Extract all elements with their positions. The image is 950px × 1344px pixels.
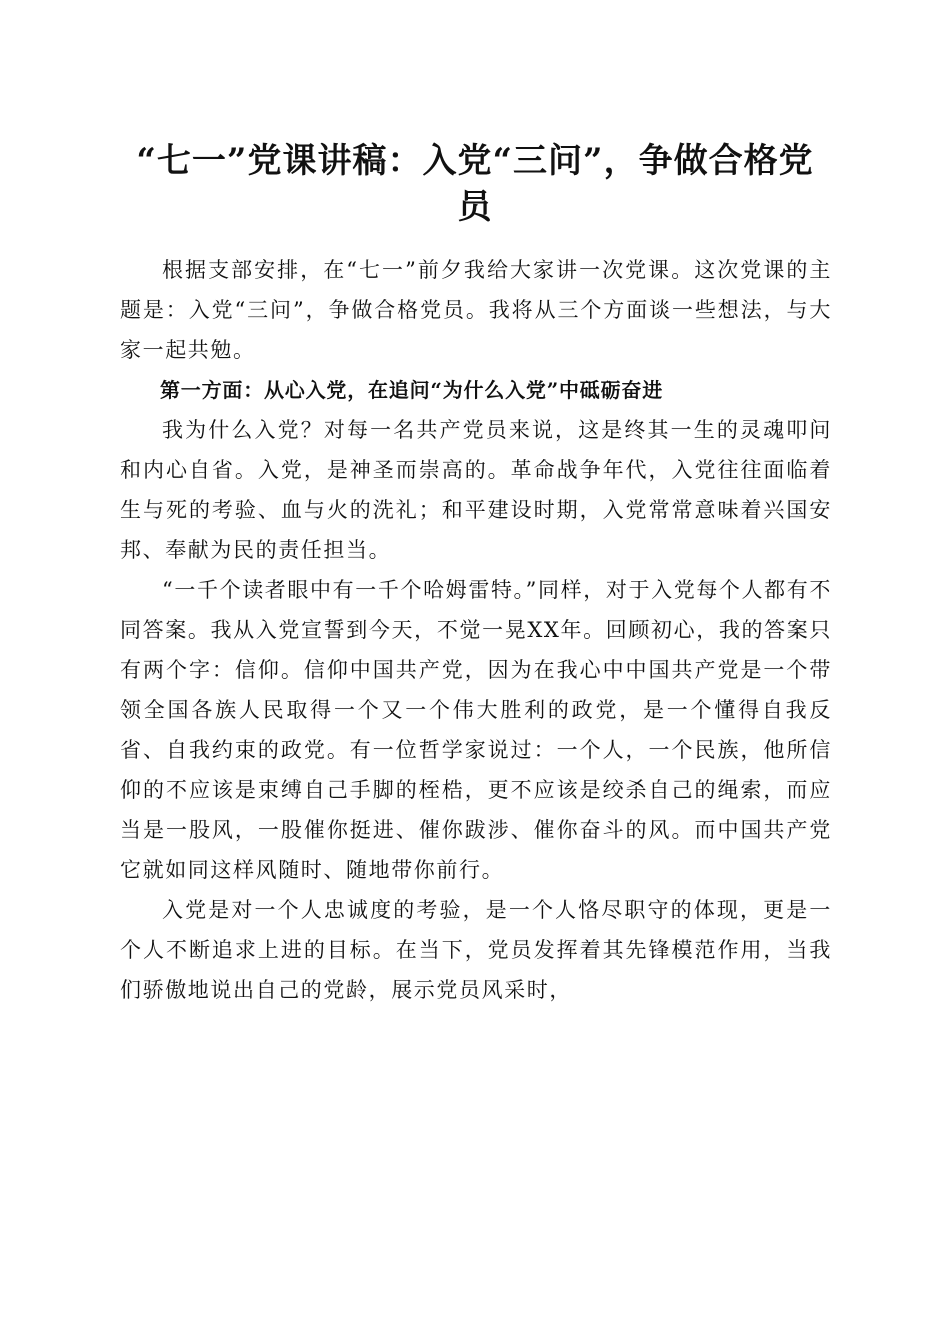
body-paragraph: 入党是对一个人忠诚度的考验，是一个人恪尽职守的体现，更是一个人不断追求上进的目标。在当下，党员发挥着其先锋模范作用，当我们骄傲地说出自己的党龄，展示党员风采时， — [120, 898, 832, 1002]
body-paragraph: “一千个读者眼中有一千个哈姆雷特。”同样，对于入党每个人都有不同答案。我从入党宣誓到今天，不觉一晃XX年。回顾初心，我的答案只有两个字：信仰。信仰中国共产党，因为在我心中中国共产党是一个带领全国各族人民取得一个又一个伟大胜利的政党，是一个懂得自我反省、自我约束的政党。有一位哲学家说过：一个人，一个民族，他所信仰的不应该是束缚自己手脚的桎梏，更不应该是绞杀自己的绳索，而应当是一股风，一股催你挺进、催你跋涉、催你奋斗的风。而中国共产党它就如同这样风随时、随地带你前行。 — [120, 578, 832, 882]
document-title: “七一”党课讲稿：入党“三问”，争做合格党员 — [136, 141, 814, 227]
document-body — [120, 250, 832, 1010]
body-paragraph: 我为什么入党？对每一名共产党员来说，这是终其一生的灵魂叩问和内心自省。入党，是神圣而崇高的。革命战争年代，入党往往面临着生与死的考验、血与火的洗礼；和平建设时期，入党常常意味着兴国安邦、奉献为民的责任担当。 — [120, 418, 832, 562]
section-heading-1: 第一方面：从心入党，在追问“为什么入党”中砥砺奋进 — [160, 378, 664, 402]
intro-paragraph: 根据支部安排，在“七一”前夕我给大家讲一次党课。这次党课的主题是：入党“三问”，争做合格党员。我将从三个方面谈一些想法，与大家一起共勉。 — [120, 258, 832, 362]
